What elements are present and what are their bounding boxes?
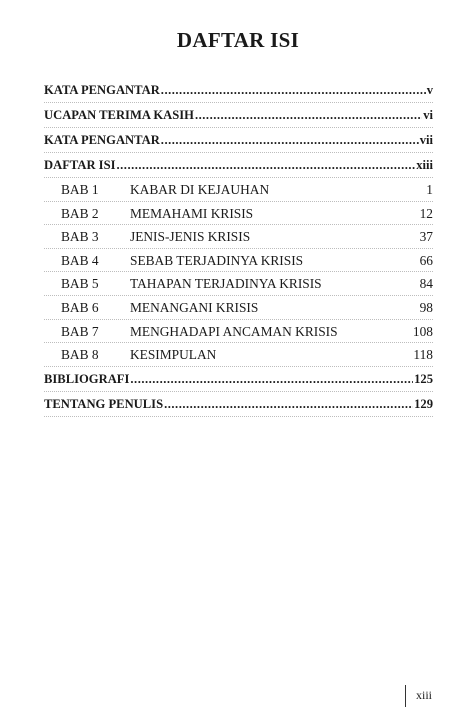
chapter-page: 118	[413, 347, 433, 363]
dot-leader	[161, 78, 426, 102]
dot-leader	[130, 367, 413, 391]
chapter-page: 84	[419, 276, 433, 292]
chapter-title: KABAR DI KEJAUHAN	[130, 182, 270, 197]
chapter-number: BAB 6	[61, 299, 99, 315]
chapter-number: BAB 1	[61, 182, 99, 197]
toc-entry-page: 129	[414, 396, 433, 411]
chapter-row	[44, 225, 433, 249]
chapter-row	[44, 272, 433, 296]
toc-entry-kata-pengantar-2	[44, 128, 433, 153]
chapter-number: BAB 7	[61, 323, 99, 339]
chapter-number: BAB 2	[61, 205, 99, 221]
chapter-row	[44, 202, 433, 226]
chapter-page: 66	[419, 252, 433, 268]
chapter-title: SEBAB TERJADINYA KRISIS	[130, 252, 304, 268]
chapter-list	[44, 178, 433, 367]
toc-entry-label: UCAPAN TERIMA KASIH	[44, 108, 194, 122]
chapter-row	[44, 178, 433, 202]
chapter-title: MENGHADAPI ANCAMAN KRISIS	[130, 323, 338, 339]
footer-page-number: xiii	[416, 688, 433, 702]
chapter-row	[44, 343, 433, 367]
dot-leader	[161, 128, 419, 152]
toc-entry-page: vii	[419, 133, 433, 147]
chapter-row	[44, 296, 433, 320]
chapter-title: MENANGANI KRISIS	[130, 299, 259, 315]
table-of-contents	[44, 78, 433, 417]
chapter-number: BAB 3	[61, 229, 99, 245]
toc-entry-tentang-penulis	[44, 392, 433, 417]
toc-entry-page: 125	[414, 371, 433, 386]
toc-entry-label: BIBLIOGRAFI	[44, 371, 130, 386]
page-title: DAFTAR ISI	[176, 28, 300, 52]
chapter-page: 37	[419, 229, 433, 245]
chapter-page: 12	[419, 205, 433, 221]
chapter-page: 1	[426, 182, 433, 197]
toc-entry-daftar-isi	[44, 153, 433, 178]
toc-entry-bibliografi	[44, 367, 433, 392]
toc-entry-label: KATA PENGANTAR	[44, 133, 160, 147]
chapter-title: KESIMPULAN	[130, 347, 217, 363]
chapter-number: BAB 4	[61, 252, 99, 268]
toc-entry-page: vi	[423, 108, 433, 122]
dot-leader	[117, 153, 416, 177]
toc-entry-label: KATA PENGANTAR	[44, 83, 160, 97]
chapter-number: BAB 8	[61, 347, 99, 363]
toc-entry-kata-pengantar-1	[44, 78, 433, 103]
toc-entry-label: TENTANG PENULIS	[44, 396, 164, 411]
toc-entry-page: v	[426, 83, 433, 97]
dot-leader	[164, 392, 413, 416]
toc-entry-label: DAFTAR ISI	[44, 158, 116, 172]
chapter-title: JENIS-JENIS KRISIS	[130, 229, 251, 245]
chapter-page: 98	[419, 299, 433, 315]
chapter-row	[44, 249, 433, 273]
dot-leader	[195, 103, 422, 127]
chapter-row	[44, 320, 433, 344]
chapter-title: MEMAHAMI KRISIS	[130, 205, 254, 221]
chapter-title: TAHAPAN TERJADINYA KRISIS	[130, 276, 322, 292]
chapter-number: BAB 5	[61, 276, 99, 292]
footer-divider	[405, 685, 406, 707]
toc-entry-page: xiii	[416, 158, 433, 172]
toc-entry-ucapan-terima-kasih	[44, 103, 433, 128]
chapter-page: 108	[412, 323, 433, 339]
